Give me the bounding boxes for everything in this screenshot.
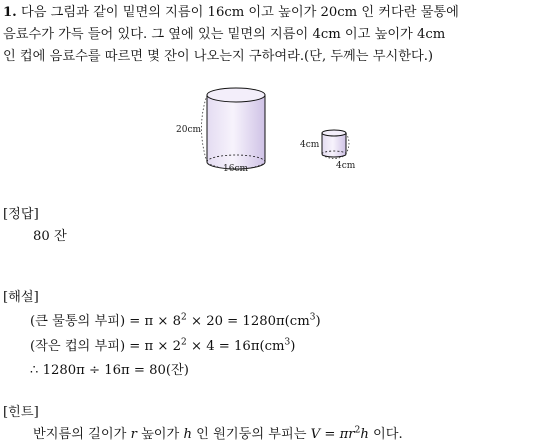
hint-formula-h: h — [360, 427, 369, 442]
big-height-label: 20cm — [176, 125, 202, 135]
explanation-1-exp2: 3 — [309, 312, 316, 323]
hint-formula: V = πr — [310, 427, 355, 442]
problem-line-3: 인 컵에 음료수를 따르면 몇 잔이 나오는지 구하여라.(단, 두께는 무시한다.) — [3, 49, 434, 64]
big-diameter-label: 16cm — [223, 164, 249, 174]
hint-text — [33, 427, 403, 443]
explanation-1-exp: 2 — [181, 312, 187, 323]
explanation-heading: [해설] — [3, 290, 39, 305]
problem-line-2: 음료수가 가득 들어 있다. 그 옆에 있는 밑면의 지름이 4cm 이고 높이가 4cm — [3, 27, 446, 42]
answer-heading: [정답] — [3, 207, 39, 222]
hint-r: r — [130, 427, 137, 442]
hint-mid2: 인 원기둥의 부피는 — [191, 427, 311, 442]
small-cylinder — [322, 130, 349, 159]
explanation-line-2 — [30, 339, 295, 355]
hint-prefix: 반지름의 길이가 — [33, 427, 131, 442]
hint-mid1: 높이가 — [136, 427, 184, 442]
big-cylinder — [202, 88, 266, 170]
problem-text-1: 다음 그림과 같이 밑면의 지름이 16cm 이고 높이가 20cm 인 커다란 물통에 — [20, 5, 459, 20]
explanation-2-mid: × 4 = 16π(cm — [186, 339, 285, 354]
hint-h: h — [183, 427, 192, 442]
explanation-line-1 — [30, 314, 321, 330]
hint-formula-exp: 2 — [354, 425, 361, 436]
small-height-label: 4cm — [300, 140, 320, 150]
hint-heading: [힌트] — [3, 405, 39, 420]
answer-value: 80 잔 — [33, 229, 67, 244]
explanation-1-prefix: (큰 물통의 부피) = π × 8 — [30, 314, 182, 329]
small-diameter-label: 4cm — [336, 161, 356, 171]
explanation-2-prefix: (작은 컵의 부피) = π × 2 — [30, 339, 182, 354]
explanation-line-3: ∴ 1280π ÷ 16π = 80(잔) — [30, 363, 189, 378]
hint-suffix: 이다. — [368, 427, 403, 442]
explanation-1-mid: × 20 = 1280π(cm — [186, 314, 310, 329]
explanation-2-exp2: 3 — [284, 337, 291, 348]
explanation-1-suffix: ) — [315, 314, 321, 329]
problem-number: 1. — [3, 5, 17, 20]
explanation-2-exp: 2 — [181, 337, 187, 348]
explanation-2-suffix: ) — [290, 339, 296, 354]
